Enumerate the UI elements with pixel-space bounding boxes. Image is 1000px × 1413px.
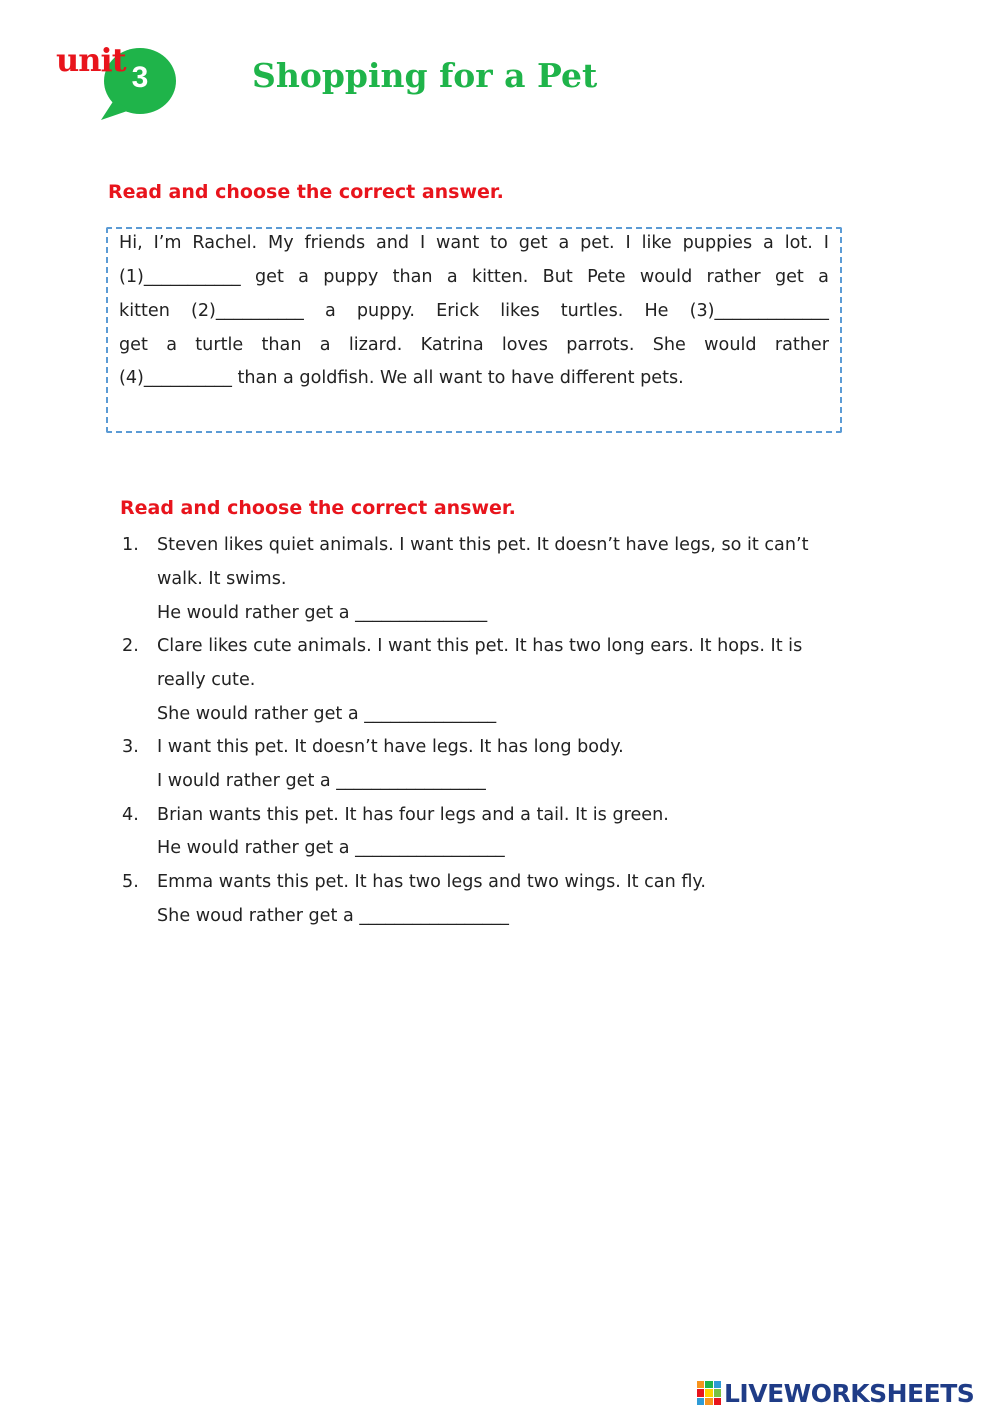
passage-word: a [298,267,309,287]
question-text: really cute. [157,670,256,690]
passage-word: I’m [153,233,182,253]
question-number: 1. [122,535,139,555]
question-answer-line: I would rather get a _________________ [157,771,486,791]
passage-word: lizard. [348,335,403,355]
passage-word: pet. [580,233,615,253]
passage-word: rather [774,335,829,355]
unit-label: unit [56,41,126,79]
passage-word: a [763,233,774,253]
passage-word: kitten [119,301,170,321]
question-text: I want this pet. It doesn’t have legs. It has long body. [157,737,624,757]
question-number: 3. [122,737,139,757]
passage-word: puppies [682,233,753,253]
passage-word: than [392,267,433,287]
passage-word: kitten. [471,267,529,287]
passage-word: I [419,233,426,253]
passage-word: friends [304,233,366,253]
passage-word: My [268,233,294,253]
passage-word: a [324,301,336,321]
passage-word: puppy [323,267,379,287]
passage-line [119,233,829,267]
passage-word: parrots. [566,335,635,355]
liveworksheets-blocks-icon [697,1381,721,1405]
passage-word: a [818,267,829,287]
question-number: 2. [122,636,139,656]
passage-word: a [446,267,458,287]
question-answer-line: He would rather get a _______________ [157,603,488,623]
passage-word: than [261,335,302,355]
question-answer-line: She would rather get a _______________ [157,704,497,724]
question-text: Steven likes quiet animals. I want this pet. It doesn’t have legs, so it can’t [157,535,809,555]
question-number: 5. [122,872,139,892]
passage-word: would [639,267,693,287]
passage-word: She [652,335,686,355]
passage-line [119,368,829,402]
passage-word: want [436,233,480,253]
passage-line [119,301,829,335]
passage-line [119,267,829,301]
passage-word: turtles. [560,301,624,321]
logo-text: LIVEWORKSHEETS [724,1378,975,1408]
passage-word: rather [706,267,761,287]
page-title: Shopping for a Pet [252,56,598,95]
liveworksheets-logo [697,1378,974,1408]
question-text: Brian wants this pet. It has four legs and a tail. It is green. [157,805,669,825]
passage-word: But [542,267,573,287]
unit-number: 3 [131,61,149,94]
passage-word: Hi, [119,233,143,253]
passage-word: Erick [436,301,480,321]
answer-blank: (2)__________ [190,301,304,321]
section1-heading: Read and choose the correct answer. [108,181,504,203]
passage-word: get [254,267,284,287]
passage-word: Katrina [420,335,484,355]
question-text: Emma wants this pet. It has two legs and two wings. It can fly. [157,872,706,892]
question-text: Clare likes cute animals. I want this pet. It has two long ears. It hops. It is [157,636,803,656]
passage-word: Rachel. [192,233,258,253]
passage-line [119,335,829,369]
passage-word: a [319,335,331,355]
passage-word: I [823,233,829,253]
passage-word: turtle [195,335,244,355]
section2-heading: Read and choose the correct answer. [120,497,516,519]
passage-word: get [774,267,804,287]
answer-blank: (4)__________ than a goldfish. We all want to have different pets. [119,368,684,388]
passage-word: a [166,335,177,355]
passage-word: get [119,335,148,355]
passage-word: puppy. [356,301,415,321]
passage-word: lot. [784,233,813,253]
answer-blank: (3)_____________ [689,301,829,321]
passage-word: like [641,233,672,253]
passage-word: I [625,233,631,253]
question-number: 4. [122,805,139,825]
passage-word: get [518,233,548,253]
passage-word: a [558,233,570,253]
passage-word: He [644,301,669,321]
passage-word: to [490,233,508,253]
passage-word: loves [501,335,548,355]
passage-word: and [375,233,410,253]
answer-blank: (1)___________ [119,267,241,287]
question-answer-line: She woud rather get a _________________ [157,906,509,926]
question-text: walk. It swims. [157,569,287,589]
passage-word: would [704,335,757,355]
passage-word: Pete [587,267,626,287]
passage-word: likes [500,301,540,321]
question-answer-line: He would rather get a _________________ [157,838,505,858]
